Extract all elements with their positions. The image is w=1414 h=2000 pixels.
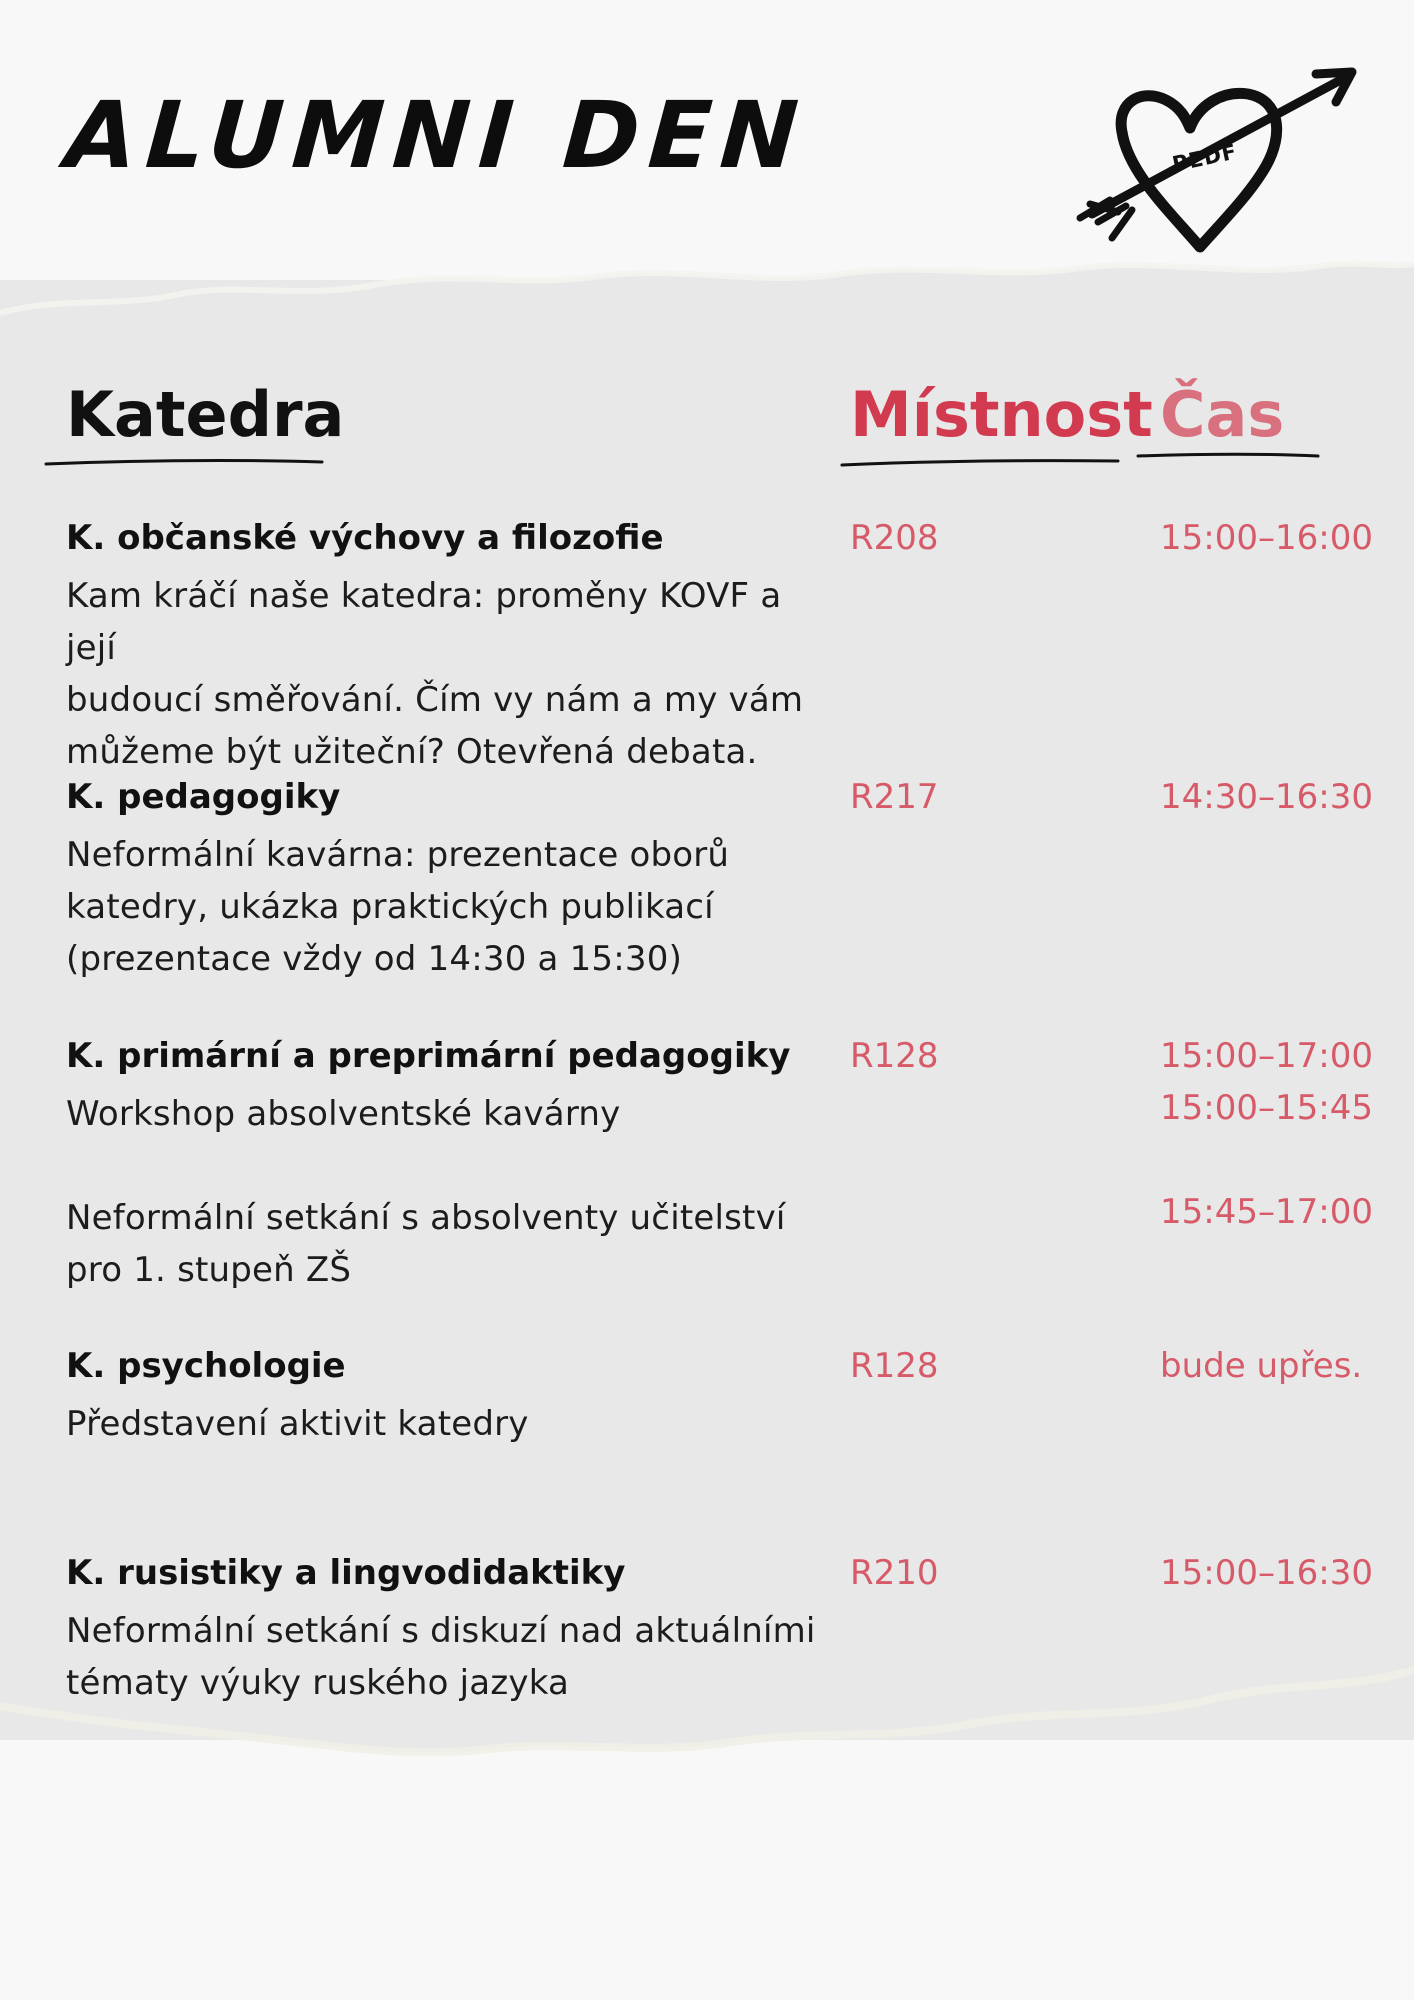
room: R128 [850,1036,939,1076]
time: bude upřes. [1160,1346,1363,1386]
description-line: katedry, ukázka praktických publikací [66,887,714,927]
time: 15:00–15:45 [1160,1088,1373,1128]
header-cas: Čas [1160,378,1285,451]
time: 15:00–17:00 [1160,1036,1373,1076]
schedule-background [0,280,1414,1740]
description [66,829,826,985]
header-katedra: Katedra [66,378,345,451]
time: 15:00–16:00 [1160,518,1373,558]
department-name: K. primární a preprimární pedagogiky [66,1036,791,1076]
description-line: Neformální setkání s absolventy učitelství [66,1198,786,1238]
description-line: pro 1. stupeň ZŠ [66,1250,352,1290]
department-name: K. pedagogiky [66,777,341,817]
header-cas-underline [1136,448,1320,462]
description-line: tématy výuky ruského jazyka [66,1663,570,1703]
description-line: (prezentace vždy od 14:30 a 15:30) [66,939,683,979]
description [66,1192,826,1296]
time: 15:00–16:30 [1160,1553,1373,1593]
description-line: Workshop absolventské kavárny [66,1094,621,1134]
time: 14:30–16:30 [1160,777,1373,817]
description [66,570,826,778]
room: R208 [850,518,939,558]
department-name: K. rusistiky a lingvodidaktiky [66,1553,626,1593]
room: R210 [850,1553,939,1593]
room: R217 [850,777,939,817]
description-line: Kam kráčí naše katedra: proměny KOVF a její [66,576,782,668]
description-line: budoucí směřování. Čím vy nám a my vám [66,680,804,720]
description [66,1398,826,1450]
header-mistnost: Místnost [850,378,1153,451]
header-mistnost-underline [840,455,1120,469]
description-line: můžeme být užiteční? Otevřená debata. [66,732,758,772]
room: R128 [850,1346,939,1386]
description [66,1605,826,1709]
time: 15:45–17:00 [1160,1192,1373,1232]
page-title: ALUMNI DEN [62,82,811,189]
description [66,1088,826,1140]
description-line: Představení aktivit katedry [66,1404,529,1444]
logo-text: PEDF [1170,139,1240,177]
header-katedra-underline [44,455,324,469]
description-line: Neformální setkání s diskuzí nad aktuálními [66,1611,816,1651]
department-name: K. psychologie [66,1346,346,1386]
department-name: K. občanské výchovy a filozofie [66,518,664,558]
description-line: Neformální kavárna: prezentace oborů [66,835,730,875]
